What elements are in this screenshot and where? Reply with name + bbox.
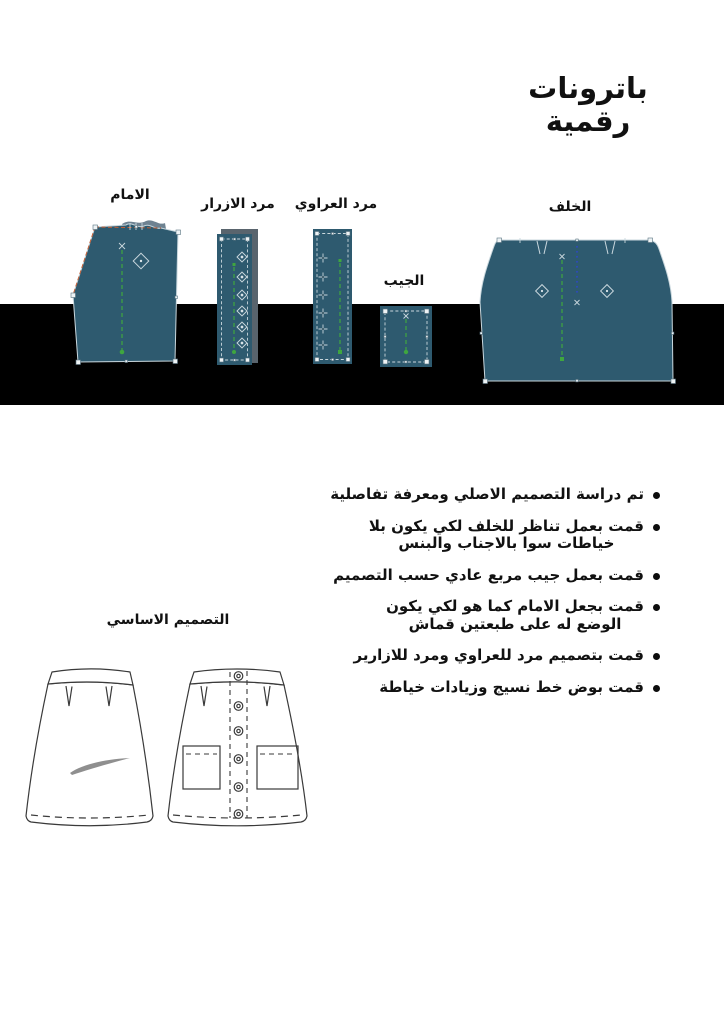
bullet-line: خياطات سوا بالاجناب والبنس (398, 534, 615, 552)
skirt-body (26, 682, 153, 826)
label-buttonhole-placket: مرد العراوي (294, 196, 378, 212)
list-item (330, 486, 660, 504)
list-item (369, 518, 660, 553)
bullet-line: قمت بعمل تناظر للخلف لكي يكون بلا (368, 516, 644, 535)
list-item (379, 679, 660, 697)
bullet-line: قمت بتصميم مرد للعراوي ومرد للازارير (353, 646, 644, 664)
bullet-dot (653, 685, 660, 692)
bullet-dot (653, 573, 660, 580)
skirt-back-drawing (19, 666, 161, 830)
bullet-dot (653, 653, 660, 660)
label-back-pattern: الخلف (548, 199, 592, 215)
bullet-line: الوضع له على طبعتين قماش (408, 614, 622, 633)
page-title-line1: باترونات (528, 71, 648, 105)
button-placket-piece (212, 226, 262, 368)
pocket-pattern-piece (375, 301, 437, 371)
bullet-dot (653, 524, 660, 531)
skirt-front-drawing (163, 666, 313, 830)
bullet-line: قمت بعمل جيب مربع عادي حسب التصميم (333, 565, 644, 584)
list-item (354, 647, 660, 665)
buttonhole-placket-piece (306, 223, 356, 367)
label-front-pattern: الامام (110, 187, 150, 203)
bullet-line: قمت بوض خط نسيج وزيادات خياطة (379, 677, 644, 696)
label-pocket-pattern: الجيب (383, 273, 425, 289)
label-basic-design: التصميم الاساسي (106, 612, 230, 628)
front-pattern-piece (64, 217, 182, 369)
bullet-dot (653, 492, 660, 499)
page-title-line2: رقمية (545, 104, 631, 138)
label-button-placket: مرد الازرار (201, 196, 275, 212)
page-title (500, 72, 676, 138)
bullet-line: تم دراسة التصميم الاصلي ومعرفة تفاصلية (330, 485, 644, 503)
bullet-dot (653, 604, 660, 611)
notes-list (330, 486, 660, 696)
list-item (333, 567, 660, 585)
list-item (386, 598, 660, 633)
bullet-line: قمت بجعل الامام كما هو لكي يكون (386, 597, 644, 615)
back-pattern-piece (472, 233, 678, 386)
